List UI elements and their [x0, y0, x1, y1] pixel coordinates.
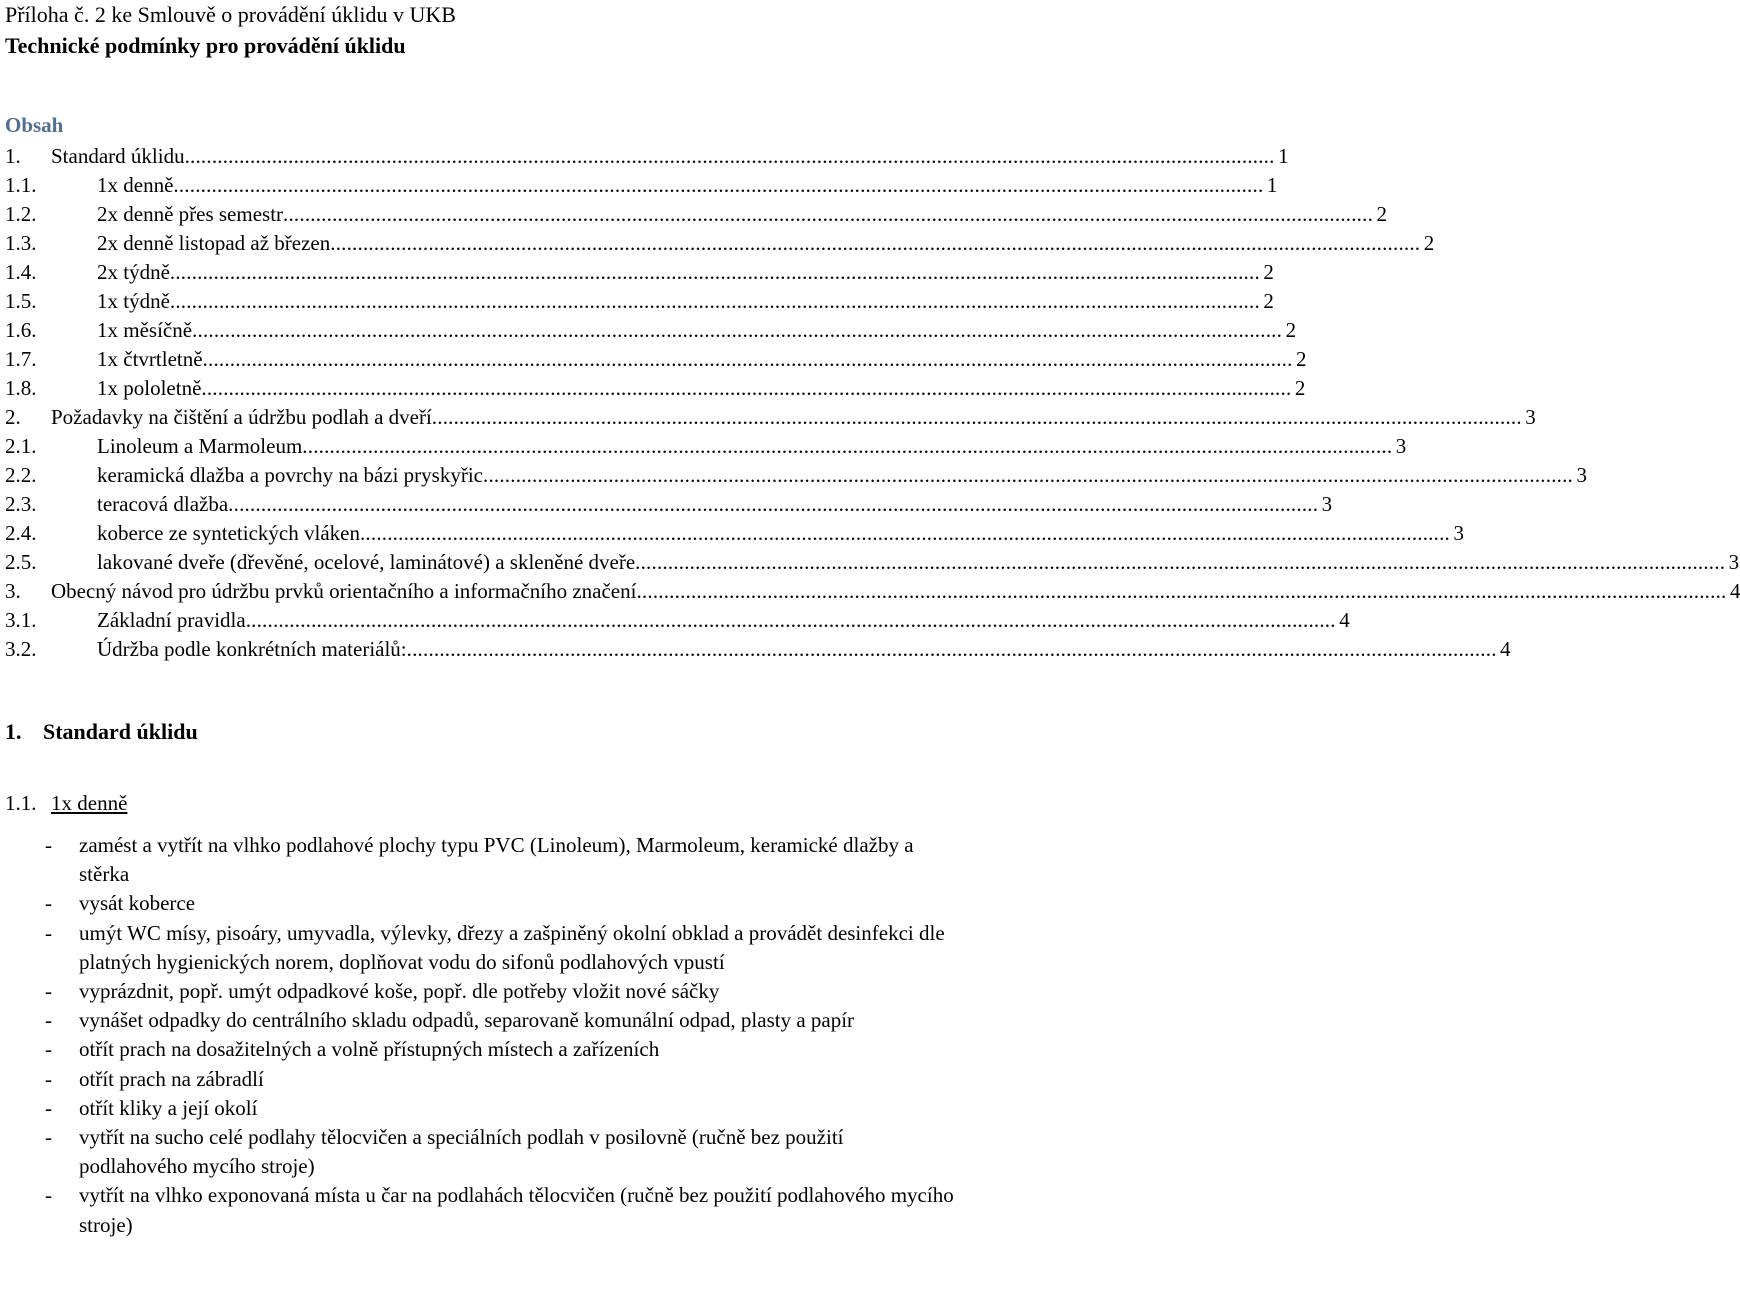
toc-entry-number: 1.7. — [5, 347, 37, 371]
bullet-dash: - — [45, 1125, 52, 1150]
toc-entry-number: 2.2. — [5, 463, 37, 487]
toc-page-number: 2 — [1263, 260, 1274, 284]
bullet-dash: - — [45, 833, 52, 857]
toc-entry-number: 2.1. — [5, 434, 37, 458]
toc-entry[interactable] — [5, 433, 1407, 462]
toc-entry-title: Údržba podle konkrétních materiálů: — [97, 637, 407, 661]
list-item — [45, 1094, 960, 1123]
toc-page-number: 3 — [1576, 463, 1587, 487]
toc-entry-title: 1x čtvrtletně — [97, 347, 203, 371]
toc-dot-leader: ........................................................................................................................................................................................................ — [283, 202, 1374, 226]
toc-entry[interactable] — [5, 201, 1388, 230]
toc-entry-number: 3.2. — [5, 637, 37, 661]
toc-entry-title: teracová dlažba — [97, 492, 229, 516]
toc-entry-title: 2x denně listopad až březen — [97, 231, 331, 255]
toc-dot-leader: ........................................................................................................................................................................................................ — [228, 492, 1319, 516]
subsection-heading — [5, 790, 127, 816]
toc-dot-leader: ........................................................................................................................................................................................................ — [184, 144, 1275, 168]
list-item-text: vysát koberce — [79, 891, 196, 916]
toc-entry[interactable] — [5, 259, 1274, 288]
toc-entry-title: 2x denně přes semestr — [97, 202, 284, 226]
list-item-text: vyprázdnit, popř. umýt odpadkové koše, popř. dle potřeby vložit nové sáčky — [79, 979, 720, 1004]
list-item-text: otřít prach na dosažitelných a volně přístupných místech a zařízeních — [79, 1037, 660, 1062]
bullet-dash: - — [45, 920, 52, 945]
toc-entry-number: 2.3. — [5, 492, 37, 516]
task-list — [45, 831, 960, 1240]
toc-entry[interactable] — [5, 346, 1307, 375]
toc-page-number: 3 — [1453, 521, 1464, 545]
toc-dot-leader: ........................................................................................................................................................................................................ — [635, 550, 1726, 574]
toc-entry[interactable] — [5, 607, 1350, 636]
toc-page-number: 3 — [1395, 434, 1407, 458]
toc-dot-leader: ........................................................................................................................................................................................................ — [483, 463, 1573, 487]
toc-page-number: 2 — [1376, 202, 1388, 226]
toc-entry-title: keramická dlažba a povrchy na bázi pryskyřic — [97, 463, 483, 487]
toc-page-number: 1 — [1266, 173, 1278, 197]
table-of-contents — [5, 143, 1740, 665]
toc-entry-title: 1x měsíčně — [97, 318, 193, 342]
list-item-text: umýt WC mísy, pisoáry, umyvadla, výlevky, dřezy a zašpiněný okolní obklad a provádět desinfekci dle platných hygienických norem, doplňovat vodu do sifonů podlahových vpustí — [79, 920, 945, 974]
toc-entry-number: 1.3. — [5, 231, 37, 255]
toc-entry-number: 1.8. — [5, 376, 37, 400]
toc-dot-leader: ........................................................................................................................................................................................................ — [169, 289, 1260, 313]
bullet-dash: - — [45, 1008, 52, 1033]
toc-entry-title: 1x týdně — [97, 289, 170, 313]
list-item — [45, 1181, 960, 1239]
bullet-dash: - — [45, 1066, 52, 1091]
toc-page-number: 2 — [1263, 289, 1274, 313]
list-item-text: vytřít na vlhko exponovaná místa u čar na podlahách tělocvičen (ručně bez použití podlahového mycího stroje) — [79, 1183, 954, 1237]
toc-dot-leader: ........................................................................................................................................................................................................ — [636, 579, 1727, 603]
toc-entry-number: 2.4. — [5, 521, 37, 545]
list-item — [45, 1065, 960, 1094]
toc-dot-leader: ........................................................................................................................................................................................................ — [202, 347, 1293, 371]
list-item — [45, 889, 960, 918]
toc-entry-number: 3. — [5, 579, 21, 603]
toc-entry-number: 1.1. — [5, 173, 37, 197]
toc-entry-number: 1.4. — [5, 260, 37, 284]
toc-entry-title: 1x pololetně — [97, 376, 202, 400]
section-title: Standard úklidu — [43, 719, 198, 744]
list-item-text: zamést a vytřít na vlhko podlahové plochy typu PVC (Linoleum), Marmoleum, keramické dlažby a stěrka — [79, 833, 914, 887]
toc-entry-title: Základní pravidla — [97, 608, 246, 632]
toc-entry-title: 1x denně — [97, 173, 174, 197]
toc-dot-leader: ........................................................................................................................................................................................................ — [192, 318, 1283, 342]
list-item — [45, 1123, 960, 1181]
bullet-dash: - — [45, 1183, 52, 1208]
toc-page-number: 2 — [1294, 376, 1306, 400]
toc-dot-leader: ........................................................................................................................................................................................................ — [359, 521, 1450, 545]
toc-entry-number: 1.5. — [5, 289, 37, 313]
list-item — [45, 831, 960, 889]
toc-entry-title: 2x týdně — [97, 260, 170, 284]
toc-page-number: 2 — [1296, 347, 1307, 371]
attachment-title: Příloha č. 2 ke Smlouvě o provádění úklidu v UKB — [5, 2, 456, 27]
toc-entry[interactable] — [5, 143, 1289, 172]
toc-entry[interactable] — [5, 375, 1306, 404]
toc-page-number: 3 — [1525, 405, 1536, 429]
toc-entry-title: Linoleum a Marmoleum — [97, 434, 303, 458]
toc-entry[interactable] — [5, 578, 1740, 607]
toc-dot-leader: ........................................................................................................................................................................................................ — [431, 405, 1522, 429]
toc-entry-title: Požadavky na čištění a údržbu podlah a dveří — [51, 405, 432, 429]
toc-entry-title: lakované dveře (dřevěné, ocelové, laminátové) a skleněné dveře — [97, 550, 636, 574]
toc-entry[interactable] — [5, 172, 1278, 201]
document-title: Technické podmínky pro provádění úklidu — [5, 33, 406, 58]
toc-entry-title: Standard úklidu — [51, 144, 185, 168]
toc-entry-title: koberce ze syntetických vláken — [97, 521, 360, 545]
toc-dot-leader: ........................................................................................................................................................................................................ — [330, 231, 1421, 255]
toc-page-number: 2 — [1423, 231, 1435, 255]
toc-entry-number: 1. — [5, 144, 21, 168]
toc-dot-leader: ........................................................................................................................................................................................................ — [169, 260, 1260, 284]
list-item — [45, 1006, 960, 1035]
subsection-title: 1x denně — [51, 791, 128, 815]
toc-entry[interactable] — [5, 491, 1333, 520]
section-number: 1. — [5, 719, 22, 744]
toc-entry[interactable] — [5, 462, 1587, 491]
toc-entry-number: 1.2. — [5, 202, 37, 226]
bullet-dash: - — [45, 1037, 52, 1062]
toc-dot-leader: ........................................................................................................................................................................................................ — [173, 173, 1264, 197]
toc-dot-leader: ........................................................................................................................................................................................................ — [245, 608, 1336, 632]
toc-entry-number: 3.1. — [5, 608, 37, 632]
toc-entry[interactable] — [5, 520, 1464, 549]
section-heading — [5, 719, 198, 745]
bullet-dash: - — [45, 891, 52, 916]
bullet-dash: - — [45, 1095, 52, 1120]
list-item — [45, 919, 960, 977]
list-item — [45, 1035, 960, 1064]
toc-heading: Obsah — [5, 113, 64, 137]
toc-entry[interactable] — [5, 404, 1536, 433]
toc-dot-leader: ........................................................................................................................................................................................................ — [406, 637, 1497, 661]
bullet-dash: - — [45, 979, 52, 1004]
toc-entry[interactable] — [5, 549, 1740, 578]
toc-entry[interactable] — [5, 288, 1274, 317]
subsection-number: 1.1. — [5, 791, 37, 815]
list-item — [45, 977, 960, 1006]
toc-entry-number: 2. — [5, 405, 21, 429]
toc-page-number: 4 — [1339, 608, 1350, 632]
list-item-text: otřít kliky a její okolí — [79, 1095, 258, 1120]
list-item-text: vytřít na sucho celé podlahy tělocvičen a speciálních podlah v posilovně (ručně bez použití podlahového mycího stroje) — [79, 1125, 844, 1179]
list-item-text: otřít prach na zábradlí — [79, 1066, 264, 1091]
toc-page-number: 3 — [1321, 492, 1333, 516]
toc-entry-number: 1.6. — [5, 318, 37, 342]
toc-entry[interactable] — [5, 230, 1435, 259]
toc-page-number: 3 — [1728, 550, 1740, 574]
toc-page-number: 2 — [1285, 318, 1297, 342]
toc-page-number: 4 — [1729, 579, 1740, 603]
toc-entry-title: Obecný návod pro údržbu prvků orientačního a informačního značení — [51, 579, 637, 603]
list-item-text: vynášet odpadky do centrálního skladu odpadů, separovaně komunální odpad, plasty a papír — [79, 1008, 855, 1033]
toc-entry-number: 2.5. — [5, 550, 37, 574]
toc-page-number: 1 — [1278, 144, 1289, 168]
toc-entry[interactable] — [5, 317, 1297, 346]
toc-dot-leader: ........................................................................................................................................................................................................ — [201, 376, 1292, 400]
toc-entry[interactable] — [5, 636, 1511, 665]
toc-page-number: 4 — [1500, 637, 1511, 661]
toc-dot-leader: ........................................................................................................................................................................................................ — [302, 434, 1393, 458]
